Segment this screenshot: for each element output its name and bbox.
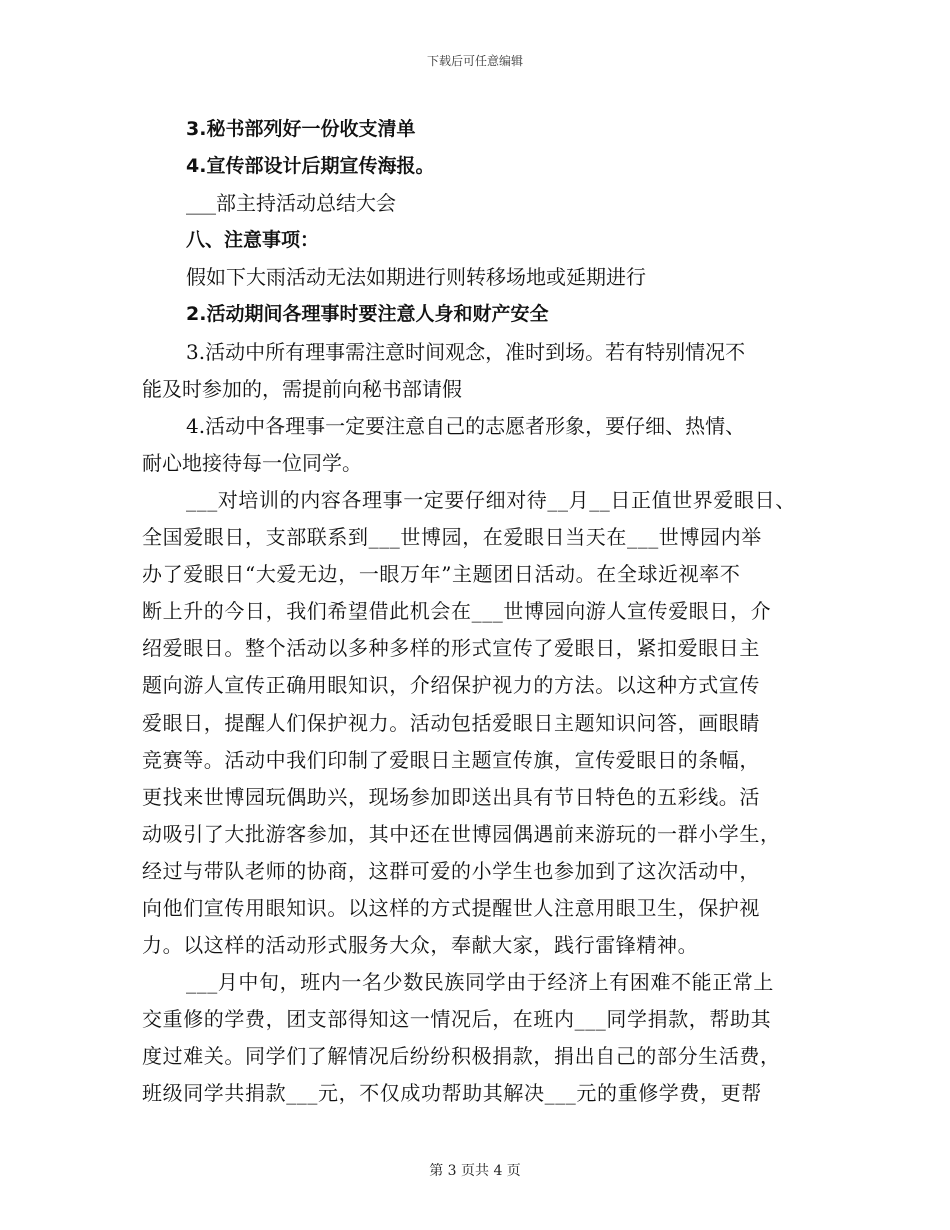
text-line: 经过与带队老师的协商，这群可爱的小学生也参加到了这次活动中，: [142, 858, 760, 883]
document-body: [142, 111, 828, 1113]
text-line: 断上升的今日，我们希望借此机会在___世博园向游人宣传爱眼日，介: [142, 599, 772, 624]
text-line: 交重修的学费，团支部得知这一情况后，在班内___同学捐款，帮助其: [142, 1007, 772, 1032]
text-line: 动吸引了大批游客参加，其中还在世博园偶遇前来游玩的一群小学生，: [142, 821, 781, 846]
section-heading: 八、注意事项：: [186, 229, 320, 252]
text-line: 题向游人宣传正确用眼知识，介绍保护视力的方法。以这种方式宣传: [142, 673, 760, 698]
text-line: 全国爱眼日，支部联系到___世博园，在爱眼日当天在___世博园内举: [142, 525, 762, 550]
text-line: 竞赛等。活动中我们印制了爱眼日主题宣传旗，宣传爱眼日的条幅，: [142, 747, 760, 772]
text-line: 爱眼日，提醒人们保护视力。活动包括爱眼日主题知识问答，画眼睛: [142, 710, 760, 735]
text-line: 班级同学共捐款___元，不仅成功帮助其解决___元的重修学费，更帮: [142, 1081, 762, 1106]
text-line: ___部主持活动总结大会: [186, 191, 396, 216]
paragraph-eye-day: [142, 482, 828, 964]
page-header: 下载后可任意编辑: [426, 54, 523, 68]
text-line: 3.活动中所有理事需注意时间观念，准时到场。若有特别情况不: [186, 339, 746, 364]
text-line: 绍爱眼日。整个活动以多种多样的形式宣传了爱眼日，紧扣爱眼日主: [142, 636, 760, 661]
text-line: 2.活动期间各理事时要注意人身和财产安全: [186, 303, 549, 326]
text-line: 4.活动中各理事一定要注意自己的志愿者形象，要仔细、热情、: [186, 413, 746, 438]
text-line: 办了爱眼日“大爱无边，一眼万年”主题团日活动。在全球近视率不: [142, 562, 741, 587]
page-footer: 第 3 页共 4 页: [429, 1163, 521, 1179]
text-line: 力。以这样的活动形式服务大众，奉献大家，践行雷锋精神。: [142, 933, 699, 958]
text-line: 4.宣传部设计后期宣传海报。: [186, 155, 435, 178]
text-line: 度过难关。同学们了解情况后纷纷积极捐款，捐出自己的部分生活费，: [142, 1044, 781, 1069]
text-line: 3.秘书部列好一份收支清单: [186, 118, 416, 140]
text-line: 更找来世博园玩偶助兴，现场参加即送出具有节日特色的五彩线。活: [142, 784, 760, 809]
text-line: 耐心地接待每一位同学。: [142, 450, 362, 475]
text-line: ___对培训的内容各理事一定要仔细对待__月__日正值世界爱眼日、: [186, 487, 796, 512]
paragraph-donation: [142, 964, 828, 1112]
text-line: ___月中旬，班内一名少数民族同学由于经济上有困难不能正常上: [186, 970, 774, 995]
text-line: 假如下大雨活动无法如期进行则转移场地或延期进行: [186, 265, 646, 290]
text-line: 能及时参加的，需提前向秘书部请假: [142, 376, 462, 401]
text-line: 向他们宣传用眼知识。以这样的方式提醒世人注意用眼卫生，保护视: [142, 895, 760, 920]
